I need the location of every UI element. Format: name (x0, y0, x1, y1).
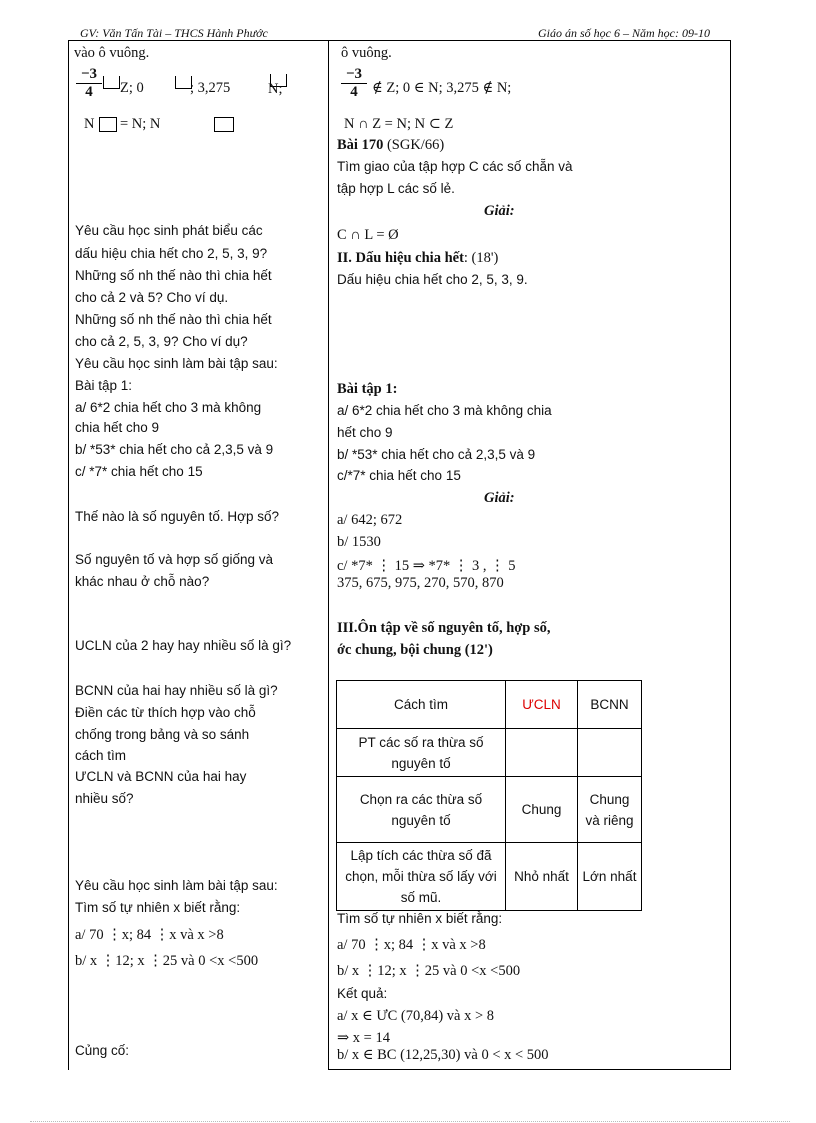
left-text: UCLN của 2 hay hay nhiều số là gì? (75, 638, 292, 653)
left-text: BCNN của hai hay nhiều số là gì? (75, 683, 278, 698)
answer-box (99, 117, 117, 132)
left-text: Bài tập 1: (75, 378, 133, 393)
left-text: a/ 6*2 chia hết cho 3 mà không (75, 400, 262, 415)
header-right: Giáo án số học 6 – Năm học: 09-10 (538, 26, 710, 40)
table-header: ƯCLN (506, 681, 578, 729)
left-text: Củng cố: (75, 1043, 130, 1058)
left-text: N (84, 116, 95, 132)
left-text: cho cả 2, 5, 3, 9? Cho ví dụ? (75, 334, 248, 349)
right-text: Tìm giao của tập hợp C các số chẵn và (337, 159, 573, 174)
left-text: b/ *53* chia hết cho cả 2,3,5 và 9 (75, 442, 274, 457)
right-text: a/ x ∈ ƯC (70,84) và x > 8 (337, 1008, 495, 1024)
right-text: b/ *53* chia hết cho cả 2,3,5 và 9 (337, 447, 536, 462)
left-text: Yêu cầu học sinh làm bài tập sau: (75, 356, 278, 371)
left-text: Thế nào là số nguyên tố. Hợp số? (75, 509, 279, 524)
right-text: N ∩ Z = N; N ⊂ Z (344, 116, 454, 132)
column-divider (328, 40, 329, 1070)
right-text: a/ 6*2 chia hết cho 3 mà không chia (337, 403, 552, 418)
right-border (730, 40, 731, 1070)
table-cell: Chọn ra các thừa số nguyên tố (337, 777, 506, 843)
right-text: a/ 70 ⋮x; 84 ⋮x và x >8 (337, 937, 486, 953)
table-cell: Chung và riêng (578, 777, 642, 843)
right-text: a/ 642; 672 (337, 512, 403, 528)
right-text: b/ 1530 (337, 534, 381, 550)
table-cell: Nhỏ nhất (506, 843, 578, 911)
left-text: ; 3,275 (190, 80, 231, 96)
table-header: BCNN (578, 681, 642, 729)
table-header: Cách tìm (337, 681, 506, 729)
left-text: nhiều số? (75, 791, 134, 806)
left-text: Tìm số tự nhiên x biết rằng: (75, 900, 241, 915)
solution-label: Giải: (484, 490, 515, 506)
table-cell: Lớn nhất (578, 843, 642, 911)
right-text: 375, 675, 975, 270, 570, 870 (337, 575, 504, 591)
right-text: Kết quả: (337, 986, 388, 1001)
right-text: c/ *7* ⋮ 15 ⇒ *7* ⋮ 3 , ⋮ 5 (337, 558, 516, 574)
fraction: $\frac{-3}{4}$ (341, 66, 367, 101)
table-cell: Lập tích các thừa số đã chọn, mỗi thừa số lấy với số mũ. (337, 843, 506, 911)
left-text: dấu hiệu chia hết cho 2, 5, 3, 9? (75, 246, 268, 261)
comparison-table (336, 680, 642, 911)
right-text: b/ x ∈ BC (12,25,30) và 0 < x < 500 (337, 1047, 549, 1063)
left-text: khác nhau ở chỗ nào? (75, 574, 210, 589)
answer-box (214, 117, 234, 132)
table-cell: Chung (506, 777, 578, 843)
left-text: Z; 0 (120, 80, 144, 96)
right-text: ⇒ x = 14 (337, 1030, 390, 1046)
header-left: GV: Văn Tấn Tài – THCS Hành Phước (80, 26, 268, 40)
left-text: Điền các từ thích hợp vào chỗ (75, 705, 256, 720)
left-text: = N; N (120, 116, 161, 132)
left-text: a/ 70 ⋮x; 84 ⋮x và x >8 (75, 927, 224, 943)
right-text: Dấu hiệu chia hết cho 2, 5, 3, 9. (337, 272, 528, 287)
right-text: Bài 170 (SGK/66) (337, 137, 445, 153)
right-text: ∉ Z; 0 ∈ N; 3,275 ∉ N; (372, 80, 512, 96)
left-border (68, 40, 69, 1070)
right-text: tập hợp L các số lẻ. (337, 181, 455, 196)
left-text: N; (268, 81, 283, 97)
section-heading: II. Dấu hiệu chia hết: (18') (337, 250, 499, 266)
left-text: chia hết cho 9 (75, 420, 160, 435)
table-cell (506, 729, 578, 777)
solution-label: Giải: (484, 203, 515, 219)
answer-box (103, 76, 120, 89)
right-text: Tìm số tự nhiên x biết rằng: (337, 911, 503, 926)
right-text: c/*7* chia hết cho 15 (337, 468, 461, 483)
left-text: Số nguyên tố và hợp số giống và (75, 552, 273, 567)
right-text: Bài tập 1: (337, 381, 398, 397)
right-text: ô vuông. (341, 45, 392, 61)
left-text: Những số nh thế nào thì chia hết (75, 312, 272, 327)
left-text: c/ *7* chia hết cho 15 (75, 464, 203, 479)
table-cell: PT các số ra thừa số nguyên tố (337, 729, 506, 777)
left-text: b/ x ⋮12; x ⋮25 và 0 <x <500 (75, 953, 259, 969)
left-text: Những số nh thế nào thì chia hết (75, 268, 272, 283)
section-heading: ớc chung, bội chung (12') (337, 642, 493, 658)
left-text: chống trong bảng và so sánh (75, 727, 250, 742)
header-rule (68, 40, 730, 41)
right-text: C ∩ L = Ø (337, 227, 399, 243)
bottom-rule (328, 1069, 731, 1070)
right-text: b/ x ⋮12; x ⋮25 và 0 <x <500 (337, 963, 521, 979)
section-heading: III.Ôn tập về số nguyên tố, hợp số, (337, 620, 551, 636)
table-cell (578, 729, 642, 777)
page-edge (30, 1121, 790, 1122)
right-text: hết cho 9 (337, 425, 393, 440)
fraction: $\frac{-3}{4}$ (76, 66, 102, 101)
left-text: vào ô vuông. (74, 45, 150, 61)
left-text: cách tìm (75, 748, 127, 763)
left-text: ƯCLN và BCNN của hai hay (75, 769, 247, 784)
left-text: cho cả 2 và 5? Cho ví dụ. (75, 290, 229, 305)
left-text: Yêu cầu học sinh phát biểu các (75, 223, 263, 238)
left-text: Yêu cầu học sinh làm bài tập sau: (75, 878, 278, 893)
